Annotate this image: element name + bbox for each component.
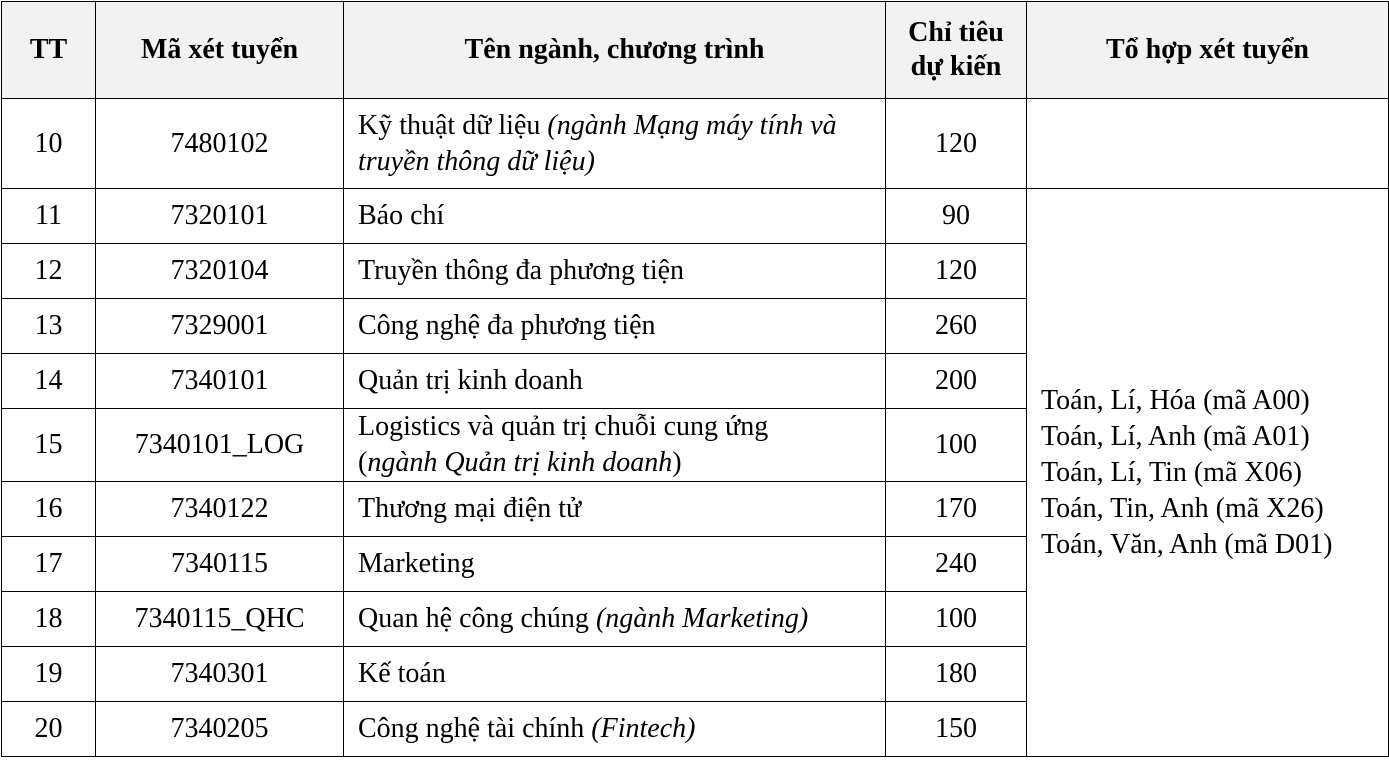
program-note: (ngành Marketing)	[595, 603, 809, 634]
cell-quota: 90	[886, 189, 1027, 244]
program-name: Công nghệ tài chính	[358, 713, 592, 744]
cell-name	[344, 99, 886, 189]
cell-name: Báo chí	[344, 189, 886, 244]
combo-item: Toán, Lí, Anh (mã A01)	[1041, 420, 1310, 452]
cell-code: 7320101	[96, 189, 344, 244]
note-open: (	[358, 447, 368, 478]
cell-quota: 170	[886, 482, 1027, 537]
program-name: Logistics và quản trị chuỗi cung ứng	[358, 411, 769, 442]
table-row	[2, 189, 1389, 244]
cell-name: Quản trị kinh doanh	[344, 354, 886, 409]
cell-tt: 11	[2, 189, 96, 244]
header-row	[2, 2, 1389, 99]
cell-combo-empty	[1027, 99, 1389, 189]
cell-name: Công nghệ đa phương tiện	[344, 299, 886, 354]
cell-name	[344, 592, 886, 647]
cell-tt: 12	[2, 244, 96, 299]
combo-item: Toán, Văn, Anh (mã D01)	[1041, 528, 1333, 560]
cell-quota: 100	[886, 409, 1027, 482]
cell-quota: 120	[886, 99, 1027, 189]
cell-name: Thương mại điện tử	[344, 482, 886, 537]
program-note: ngành Quản trị kinh doanh	[367, 447, 673, 478]
cell-tt: 19	[2, 647, 96, 702]
cell-quota: 120	[886, 244, 1027, 299]
cell-quota: 240	[886, 537, 1027, 592]
cell-code: 7480102	[96, 99, 344, 189]
cell-name: Truyền thông đa phương tiện	[344, 244, 886, 299]
cell-name	[344, 409, 886, 482]
cell-tt: 10	[2, 99, 96, 189]
combo-item: Toán, Tin, Anh (mã X26)	[1041, 492, 1324, 524]
combo-item: Toán, Lí, Hóa (mã A00)	[1041, 384, 1310, 416]
note-close: )	[672, 447, 682, 478]
admission-table	[1, 1, 1389, 757]
cell-name	[344, 702, 886, 757]
cell-code: 7340101	[96, 354, 344, 409]
cell-name: Marketing	[344, 537, 886, 592]
cell-code: 7340101_LOG	[96, 409, 344, 482]
cell-tt: 14	[2, 354, 96, 409]
cell-tt: 18	[2, 592, 96, 647]
program-note: (ngành Mạng máy tính và truyền thông dữ liệu)	[358, 109, 837, 177]
combo-item: Toán, Lí, Tin (mã X06)	[1041, 456, 1302, 488]
table-row	[2, 99, 1389, 189]
cell-code: 7340205	[96, 702, 344, 757]
header-combo: Tổ hợp xét tuyển	[1027, 2, 1389, 99]
header-quota	[886, 2, 1027, 99]
cell-code: 7340122	[96, 482, 344, 537]
header-name: Tên ngành, chương trình	[344, 2, 886, 99]
program-name: Kỹ thuật dữ liệu	[358, 109, 548, 141]
cell-quota: 100	[886, 592, 1027, 647]
cell-code: 7340115	[96, 537, 344, 592]
cell-tt: 20	[2, 702, 96, 757]
cell-quota: 260	[886, 299, 1027, 354]
program-note: (Fintech)	[591, 713, 696, 744]
cell-tt: 13	[2, 299, 96, 354]
cell-combos	[1027, 189, 1389, 757]
cell-code: 7340115_QHC	[96, 592, 344, 647]
cell-quota: 180	[886, 647, 1027, 702]
header-quota-line1: Chỉ tiêu	[908, 17, 1004, 48]
cell-code: 7320104	[96, 244, 344, 299]
program-name: Quan hệ công chúng	[358, 603, 596, 634]
cell-code: 7329001	[96, 299, 344, 354]
cell-quota: 150	[886, 702, 1027, 757]
cell-tt: 15	[2, 409, 96, 482]
cell-name: Kế toán	[344, 647, 886, 702]
header-quota-line2: dự kiến	[910, 51, 1002, 82]
cell-tt: 16	[2, 482, 96, 537]
header-code: Mã xét tuyển	[96, 2, 344, 99]
cell-quota: 200	[886, 354, 1027, 409]
cell-tt: 17	[2, 537, 96, 592]
cell-code: 7340301	[96, 647, 344, 702]
header-tt: TT	[2, 2, 96, 99]
